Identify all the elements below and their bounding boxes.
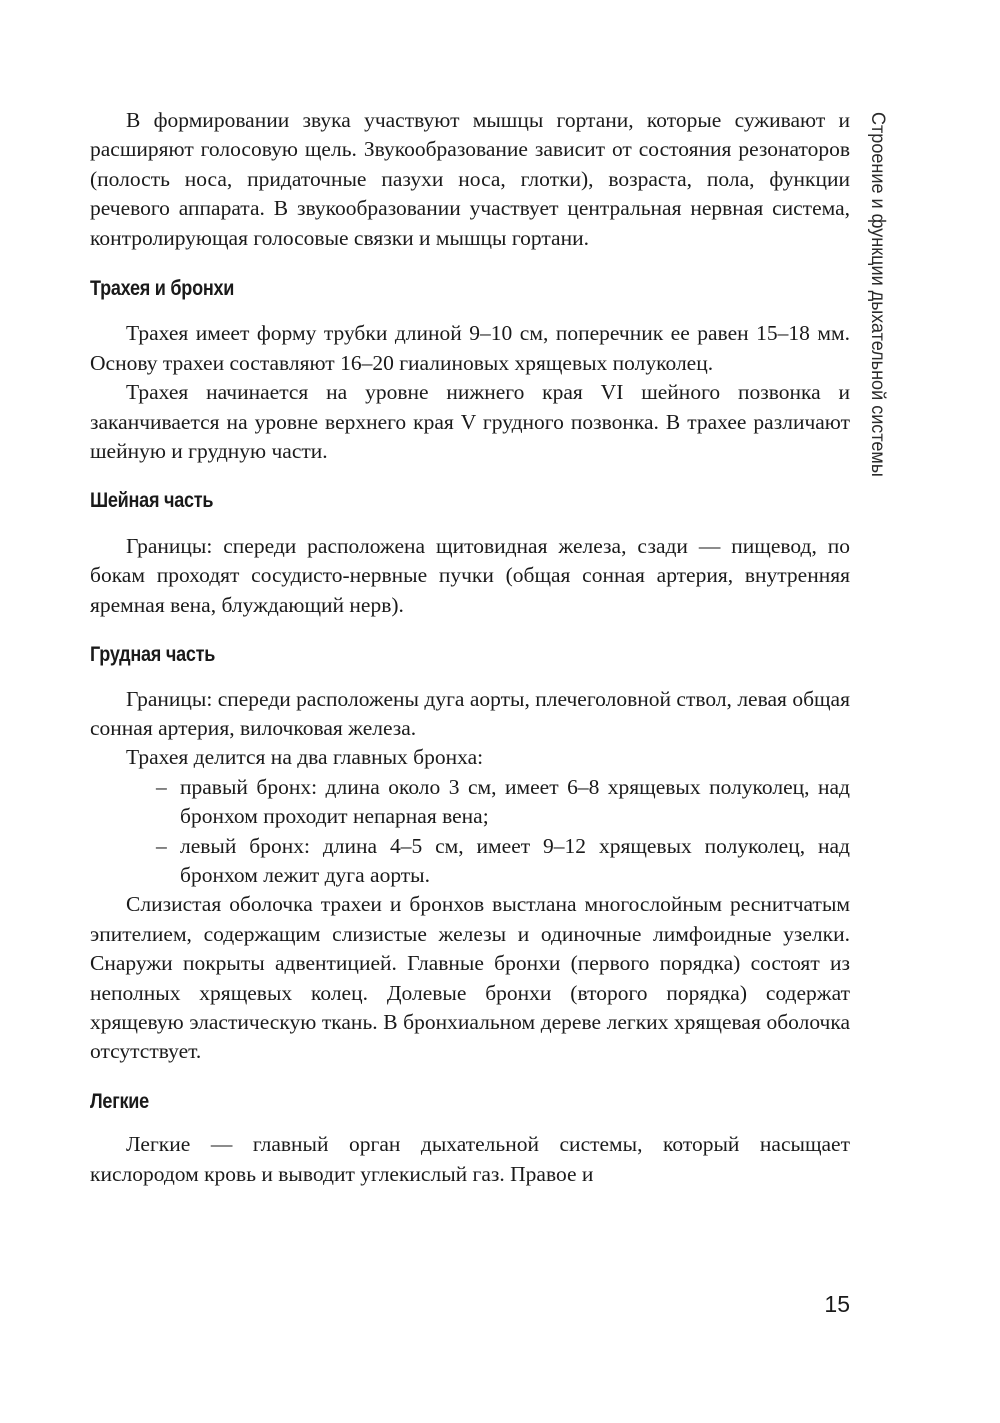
thoracic-paragraph-1: Границы: спереди расположены дуга аорты, плечеголовной ствол, левая общая сонная артерия, вилочковая железа. (90, 686, 850, 740)
bronchi-list (90, 773, 850, 891)
lungs-paragraph: Легкие — главный орган дыхательной системы, который насыщает кислородом кровь и выводит углекислый газ. Правое и (90, 1132, 850, 1186)
thoracic-paragraph-2: Трахея делится на два главных бронха: (126, 745, 484, 770)
heading-thoracic-part: Грудная часть (90, 643, 216, 667)
heading-trachea-bronchi: Трахея и бронхи (90, 277, 235, 301)
page-body (90, 106, 850, 1189)
list-dash: – (156, 833, 167, 858)
intro-paragraph: В формировании звука участвуют мышцы гортани, которые суживают и расширяют голосовую щель. Звукообразование зависит от состояния резонаторов (полость носа, придаточные пазухи носа, глотки), возраста, пола, функции речевого аппарата. В звукообразовании участвует центральная нервная система, контролирующая голосовые связки и мышцы гортани. (90, 108, 850, 250)
list-item-text: правый бронх: длина около 3 см, имеет 6–8 хрящевых полуколец, над бронхом проходит непарная вена; (180, 774, 850, 829)
mucosa-paragraph: Слизистая оболочка трахеи и бронхов выстлана многослойным реснитчатым эпителием, содержащим слизистые железы и одиночные лимфоидные узелки. Снаружи покрыты адвентицией. Главные бронхи (первого порядка) состоят из неполных хрящевых колец. Долевые бронхи (второго порядка) содержат хрящевую эластическую ткань. В бронхиальном дереве легких хрящевая оболочка отсутствует. (90, 892, 850, 1064)
page-number: 15 (824, 1291, 850, 1317)
heading-lungs: Легкие (90, 1089, 149, 1113)
heading-cervical-part: Шейная часть (90, 489, 214, 513)
list-dash: – (156, 774, 167, 799)
running-head: Строение и функции дыхательной системы (867, 112, 888, 477)
list-item (90, 773, 850, 832)
cervical-paragraph: Границы: спереди расположена щитовидная железа, сзади — пищевод, по бокам проходят сосудисто-нервные пучки (общая сонная артерия, внутренняя яремная вена, блуждающий нерв). (90, 533, 850, 617)
trachea-paragraph-1: Трахея имеет форму трубки длиной 9–10 см, поперечник ее равен 15–18 мм. Основу трахеи составляют 16–20 гиалиновых хрящевых полуколец. (90, 321, 850, 375)
list-item-text: левый бронх: длина 4–5 см, имеет 9–12 хрящевых полуколец, над бронхом лежит дуга аорты. (180, 833, 850, 887)
trachea-paragraph-2: Трахея начинается на уровне нижнего края VI шейного позвонка и заканчивается на уровне верхнего края V грудного позвонка. В трахее различают шейную и грудную части. (90, 380, 850, 464)
list-item (90, 832, 850, 891)
